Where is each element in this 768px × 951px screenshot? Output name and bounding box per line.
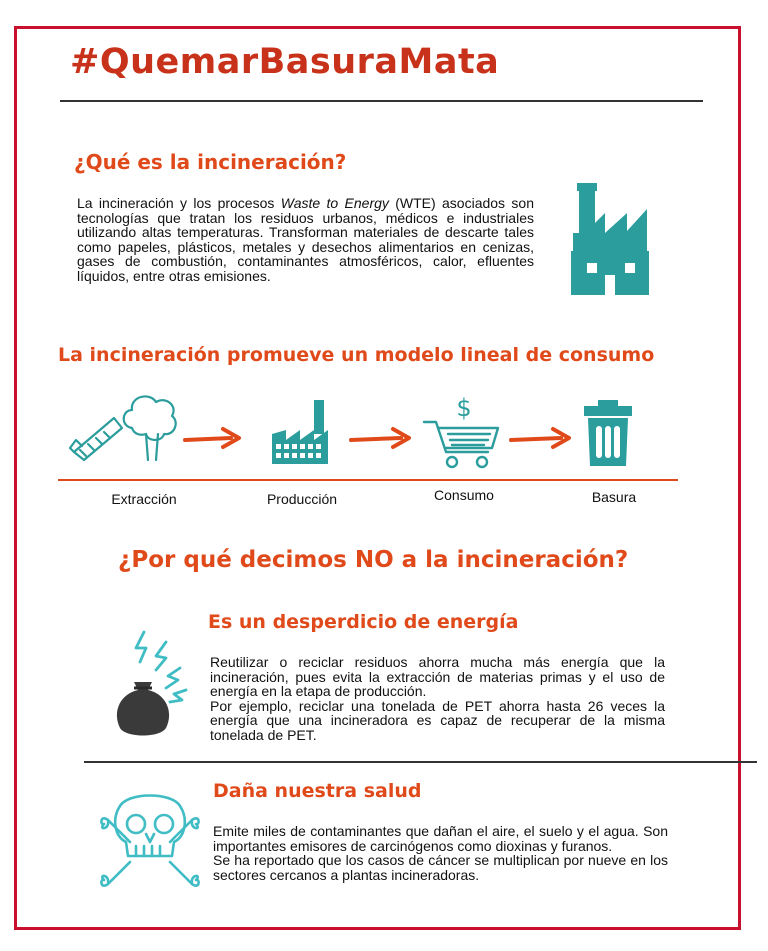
reasons-divider bbox=[84, 761, 757, 763]
skull-crossbones-icon bbox=[92, 784, 208, 892]
section1-italic-term: Waste to Energy bbox=[280, 195, 389, 211]
title-divider bbox=[60, 100, 703, 102]
tree-saw-icon bbox=[70, 388, 180, 468]
factory-icon bbox=[565, 183, 655, 295]
production-factory-icon bbox=[270, 400, 330, 464]
section1-text-part2: (WTE) asociados son tecnologías que tratan los residuos urbanos, médicos e industriales utilizando altas temperaturas. Transforman materiales de descarte tales como papeles, plásticos, metales y desechos alimentarios en cenizas, gases de combustión, contaminantes atmosféricos, calor, efluentes líquidos, entre otras emisiones. bbox=[77, 195, 534, 284]
stage-label-extraction: Extracción bbox=[111, 491, 177, 507]
reason2-title: Daña nuestra salud bbox=[213, 780, 422, 802]
reason2-paragraph-2: Se ha reportado que los casos de cáncer se multiplican por nueve en los sectores cercanos a plantas incineradoras. bbox=[213, 852, 668, 883]
shopping-cart-icon bbox=[422, 392, 504, 470]
arrow-3 bbox=[509, 426, 573, 450]
arrow-2 bbox=[349, 426, 413, 450]
stage-label-waste: Basura bbox=[591, 489, 637, 505]
section1-text-part1: La incineración y los procesos bbox=[77, 195, 281, 211]
reason1-paragraph-1: Reutilizar o reciclar residuos ahorra mucha más energía que la incineración, pues evita la extracción de materias primas y el uso de energía en la etapa de producción. bbox=[210, 654, 665, 699]
stage-label-consumption: Consumo bbox=[434, 487, 494, 503]
flow-baseline bbox=[58, 479, 678, 481]
reason1-title: Es un desperdicio de energía bbox=[208, 611, 519, 633]
reason2-text bbox=[213, 824, 668, 882]
arrow-1 bbox=[183, 426, 243, 450]
garbage-bag-icon bbox=[108, 628, 200, 740]
section1-text bbox=[77, 196, 534, 283]
section1-heading: ¿Qué es la incineración? bbox=[74, 150, 347, 174]
reason2-paragraph-1: Emite miles de contaminantes que dañan el aire, el suelo y el agua. Son importantes emisores de carcinógenos como dioxinas y furanos. bbox=[213, 823, 668, 854]
section2-heading: La incineración promueve un modelo lineal de consumo bbox=[58, 344, 655, 366]
stage-label-production: Producción bbox=[266, 491, 338, 507]
svg-text:$: $ bbox=[456, 394, 472, 422]
section3-heading: ¿Por qué decimos NO a la incineración? bbox=[118, 547, 629, 573]
reason1-text bbox=[210, 655, 665, 742]
reason1-paragraph-2: Por ejemplo, reciclar una tonelada de PET ahorra hasta 26 veces la energía que una incineradora es capaz de recuperar de la misma tonelada de PET. bbox=[210, 697, 665, 743]
trash-can-icon bbox=[580, 400, 636, 466]
page-title: #QuemarBasuraMata bbox=[70, 42, 500, 82]
